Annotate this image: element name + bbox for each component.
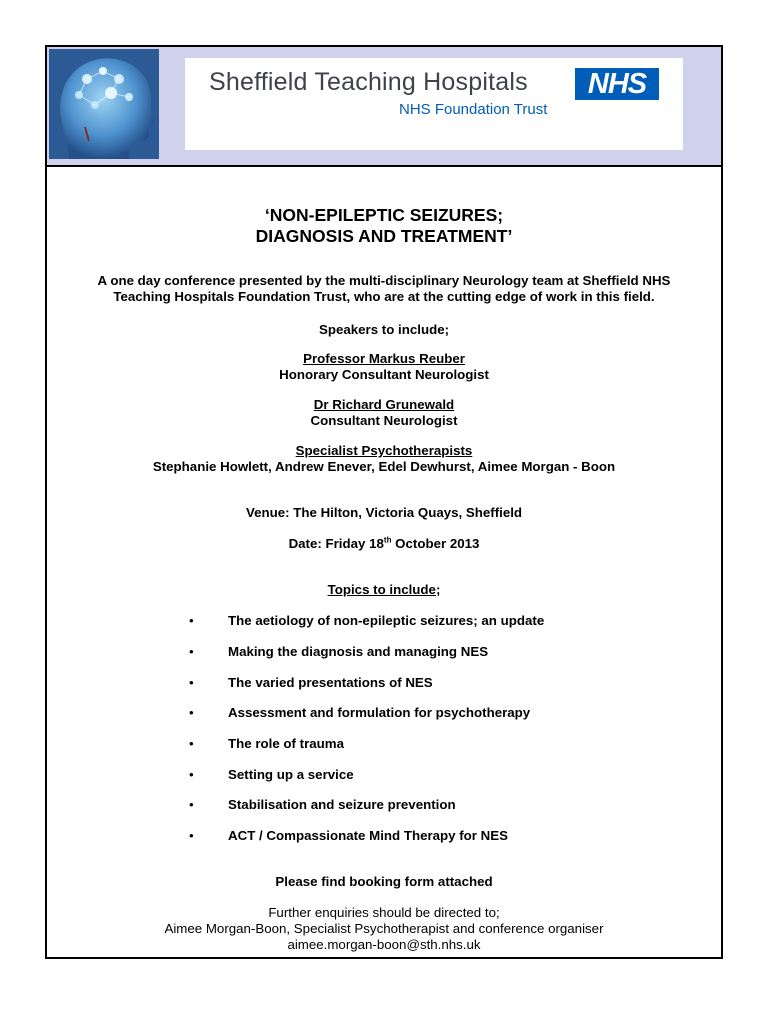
date-rest: October 2013 <box>391 536 480 551</box>
list-item <box>47 675 721 691</box>
intro-line-2: Teaching Hospitals Foundation Trust, who are at the cutting edge of work in this field. <box>113 289 655 304</box>
list-item <box>47 767 721 783</box>
topic-text: Stabilisation and seizure prevention <box>228 797 456 812</box>
date-line <box>47 536 721 552</box>
topics-heading-text: Topics to include <box>327 582 436 597</box>
bullet-icon: • <box>189 797 194 812</box>
speaker-role: Stephanie Howlett, Andrew Enever, Edel Dewhurst, Aimee Morgan - Boon <box>152 459 616 474</box>
topic-text: Assessment and formulation for psychotherapy <box>228 705 531 720</box>
venue-line: Venue: The Hilton, Victoria Quays, Sheffield <box>245 505 523 520</box>
conference-title <box>47 205 721 247</box>
topic-text: Setting up a service <box>228 767 354 782</box>
bullet-icon: • <box>189 675 194 690</box>
speaker-role: Consultant Neurologist <box>310 413 458 428</box>
topics-heading <box>47 582 721 598</box>
topic-text: ACT / Compassionate Mind Therapy for NES <box>228 828 509 843</box>
list-item <box>47 644 721 660</box>
bullet-icon: • <box>189 644 194 659</box>
flyer-frame <box>45 45 723 959</box>
list-item <box>47 736 721 752</box>
date-prefix: Date: Friday 18 <box>288 536 384 551</box>
logo-trust-name: NHS Foundation Trust <box>399 101 548 118</box>
speakers-heading: Speakers to include; <box>318 322 450 337</box>
title-line-1: ‘NON-EPILEPTIC SEIZURES; <box>264 205 504 225</box>
nhs-badge: NHS <box>575 68 659 100</box>
enquiries <box>47 905 721 953</box>
bullet-icon: • <box>189 828 194 843</box>
speaker-3 <box>47 443 721 475</box>
list-item <box>47 828 721 844</box>
speaker-2 <box>47 397 721 429</box>
list-item <box>47 705 721 721</box>
speaker-1 <box>47 351 721 383</box>
topics-heading-punct: ; <box>435 582 441 597</box>
date-suffix: th <box>383 535 392 545</box>
topic-text: The varied presentations of NES <box>228 675 433 690</box>
enquiries-line-1: Further enquiries should be directed to; <box>268 905 500 920</box>
speaker-role: Honorary Consultant Neurologist <box>279 367 489 382</box>
topic-text: The role of trauma <box>228 736 344 751</box>
speaker-name: Dr Richard Grunewald <box>313 397 455 412</box>
speaker-name: Specialist Psychotherapists <box>295 443 473 458</box>
logo-hospital-name: Sheffield Teaching Hospitals <box>209 68 528 96</box>
bullet-icon: • <box>189 613 194 628</box>
list-item <box>47 797 721 813</box>
title-line-2: DIAGNOSIS AND TREATMENT’ <box>255 226 513 246</box>
brain-head-icon <box>49 49 159 159</box>
enquiries-line-2: Aimee Morgan-Boon, Specialist Psychotherapist and conference organiser <box>164 921 604 936</box>
bullet-icon: • <box>189 767 194 782</box>
booking-note: Please find booking form attached <box>275 874 493 889</box>
hospital-logo <box>185 58 683 150</box>
header-band <box>47 47 721 167</box>
bullet-icon: • <box>189 705 194 720</box>
intro-paragraph <box>47 273 721 305</box>
speaker-name: Professor Markus Reuber <box>303 351 465 366</box>
bullet-icon: • <box>189 736 194 751</box>
topic-text: The aetiology of non-epileptic seizures; an update <box>228 613 545 628</box>
list-item <box>47 613 721 629</box>
intro-line-1: A one day conference presented by the multi-disciplinary Neurology team at Sheffield NHS <box>97 273 671 288</box>
enquiries-email: aimee.morgan-boon@sth.nhs.uk <box>287 937 481 952</box>
topic-text: Making the diagnosis and managing NES <box>228 644 489 659</box>
